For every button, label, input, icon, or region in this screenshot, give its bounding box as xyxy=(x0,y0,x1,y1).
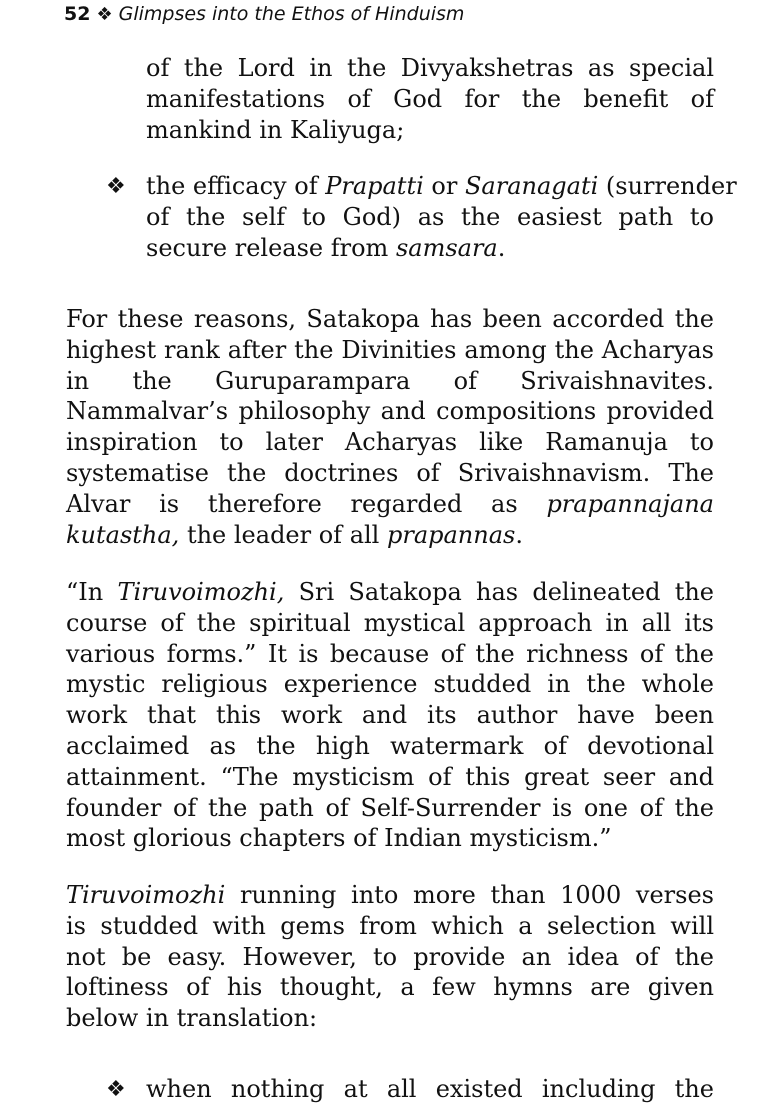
text-line: not be easy. However, to provide an idea of the xyxy=(66,942,714,971)
page-number: 52 xyxy=(64,3,91,25)
text-line: of the Lord in the Divyakshetras as special xyxy=(146,54,714,82)
paragraph-verses xyxy=(66,880,714,1034)
text-line: of the self to God) as the easiest path to xyxy=(146,202,714,231)
text-line: Alvar is therefore regarded as prapannajana xyxy=(66,489,714,518)
text-line: in the Guruparampara of Srivaishnavites. xyxy=(66,366,714,395)
ornament-icon: ❖ xyxy=(96,4,113,25)
bullet-icon: ❖ xyxy=(106,174,126,199)
text-line: kutastha, the leader of all prapannas. xyxy=(66,520,523,549)
bullet-item-nothing-existed xyxy=(146,1074,714,1105)
text-line: systematise the doctrines of Srivaishnavism. The xyxy=(66,458,714,487)
text-line: founder of the path of Self-Surrender is one of the xyxy=(66,793,714,822)
text-line: is studded with gems from which a selection will xyxy=(66,911,714,940)
paragraph-reasons xyxy=(66,304,714,550)
paragraph-tiruvoimozhi xyxy=(66,577,714,854)
text-line: when nothing at all existed including the xyxy=(146,1075,714,1103)
text-line: course of the spiritual mystical approach in all its xyxy=(66,608,714,637)
text-line: most glorious chapters of Indian mysticism.” xyxy=(66,824,612,853)
text-line: loftiness of his thought, a few hymns are given xyxy=(66,973,714,1002)
text-line: the efficacy of Prapatti or Saranagati (surrender xyxy=(146,172,737,200)
text-line: inspiration to later Acharyas like Ramanuja to xyxy=(66,428,714,457)
text-line: various forms.” It is because of the richness of the xyxy=(66,639,714,668)
text-line: mankind in Kaliyuga; xyxy=(146,115,405,144)
text-line: Nammalvar’s philosophy and compositions provided xyxy=(66,397,714,426)
text-line: manifestations of God for the benefit of xyxy=(146,84,714,113)
text-line: below in translation: xyxy=(66,1004,318,1033)
bullet-item-prapatti xyxy=(146,171,737,263)
text-line: secure release from samsara. xyxy=(146,233,506,262)
bullet-icon: ❖ xyxy=(106,1077,126,1102)
text-line: highest rank after the Divinities among the Acharyas xyxy=(66,335,714,364)
text-line: acclaimed as the high watermark of devotional xyxy=(66,731,714,760)
text-line: mystic religious experience studded in the whole xyxy=(66,670,714,699)
text-line: work that this work and its author have been xyxy=(66,701,714,730)
text-line: For these reasons, Satakopa has been accorded the xyxy=(66,305,714,333)
continued-bullet-text xyxy=(146,53,714,145)
text-line: attainment. “The mysticism of this great seer and xyxy=(66,762,714,791)
text-line: Tiruvoimozhi running into more than 1000 verses xyxy=(66,881,714,909)
running-head xyxy=(64,2,464,27)
text-line: “In Tiruvoimozhi, Sri Satakopa has delineated the xyxy=(66,578,714,606)
book-title: Glimpses into the Ethos of Hinduism xyxy=(118,3,465,25)
